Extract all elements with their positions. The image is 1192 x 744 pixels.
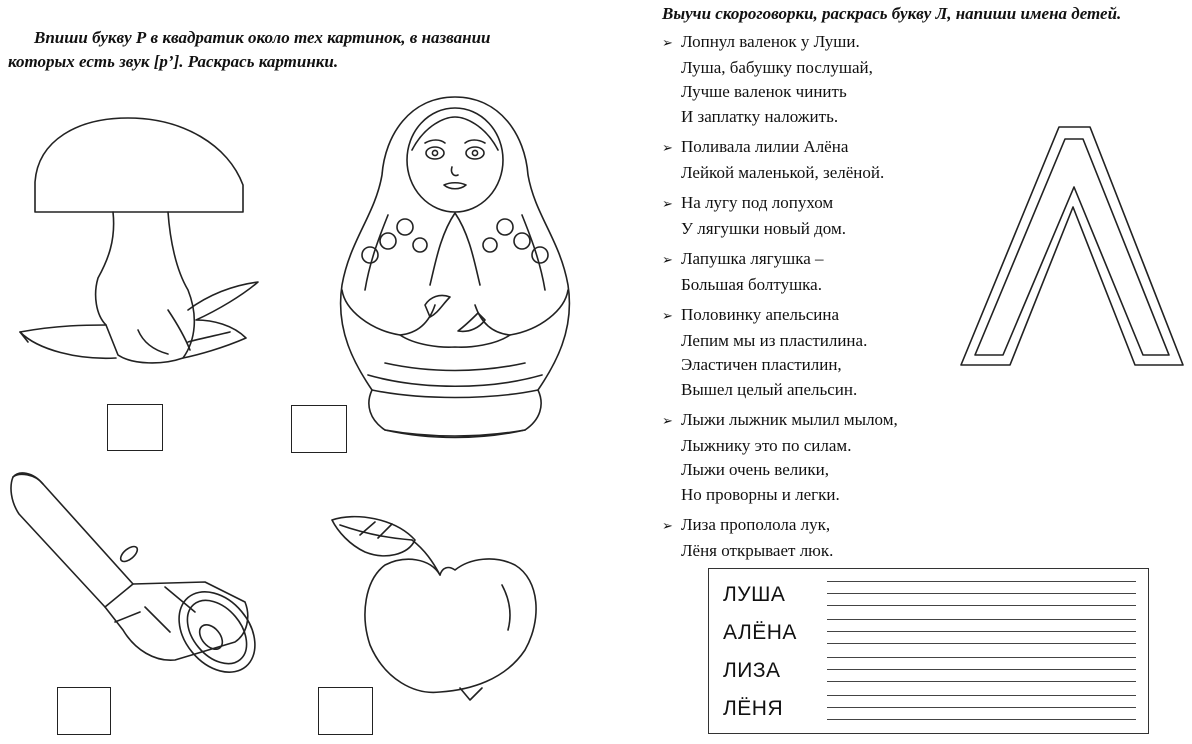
writing-line[interactable] [827,669,1136,670]
answer-box-matryoshka[interactable] [291,405,347,453]
twister-2: ➢ Поливала лилии Алёна Лейкой маленькой, зелёной. [662,137,885,182]
answer-box-apple[interactable] [318,687,373,735]
name-2: АЛЁНА [723,621,797,644]
apple-icon [330,510,550,705]
twister-5: ➢ Половинку апельсина Лепим мы из пластилина. Эластичен пластилин, Вышел целый апельсин. [662,305,868,399]
left-task-title [8,26,578,74]
name-4: ЛЁНЯ [723,697,784,720]
names-writing-box [708,568,1149,734]
name-1: ЛУША [723,583,786,606]
writing-line[interactable] [827,695,1136,696]
writing-line[interactable] [827,605,1136,606]
arrow-bullet-icon: ➢ [662,308,673,323]
answer-box-mushroom[interactable] [107,404,163,451]
flashlight-icon [5,462,255,707]
right-task-title: Выучи скороговорки, раскрась букву Л, напиши имена детей. [662,4,1122,23]
writing-line[interactable] [827,593,1136,594]
matryoshka-icon [330,95,580,445]
twister-7: ➢ Лиза прополола лук, Лёня открывает люк. [662,515,834,560]
writing-line[interactable] [827,643,1136,644]
arrow-bullet-icon: ➢ [662,252,673,267]
arrow-bullet-icon: ➢ [662,35,673,50]
twister-4: ➢ Лапушка лягушка – Большая болтушка. [662,249,824,294]
name-3: ЛИЗА [723,659,781,682]
left-task-title-line2: которых есть звук [р’]. Раскрась картинки. [8,52,339,71]
arrow-bullet-icon: ➢ [662,196,673,211]
writing-line[interactable] [827,631,1136,632]
tongue-twisters-list [662,30,962,569]
mushroom-icon [18,110,268,372]
twister-6: ➢ Лыжи лыжник мылил мылом, Лыжнику это по силам. Лыжи очень велики, Но проворны и легки. [662,410,898,504]
left-task-title-line1: Впиши букву Р в квадратик около тех картинок, в названии [34,28,491,47]
writing-line[interactable] [827,657,1136,658]
arrow-bullet-icon: ➢ [662,518,673,533]
writing-line[interactable] [827,719,1136,720]
writing-line[interactable] [827,581,1136,582]
twister-3: ➢ На лугу под лопухом У лягушки новый дом. [662,193,846,238]
outlined-letter-l-icon[interactable] [955,125,1187,375]
arrow-bullet-icon: ➢ [662,140,673,155]
writing-line[interactable] [827,681,1136,682]
writing-line[interactable] [827,619,1136,620]
answer-box-flashlight[interactable] [57,687,111,735]
writing-line[interactable] [827,707,1136,708]
twister-1: ➢ Лопнул валенок у Луши. Луша, бабушку послушай, Лучше валенок чинить И заплатку наложить. [662,32,873,126]
arrow-bullet-icon: ➢ [662,413,673,428]
